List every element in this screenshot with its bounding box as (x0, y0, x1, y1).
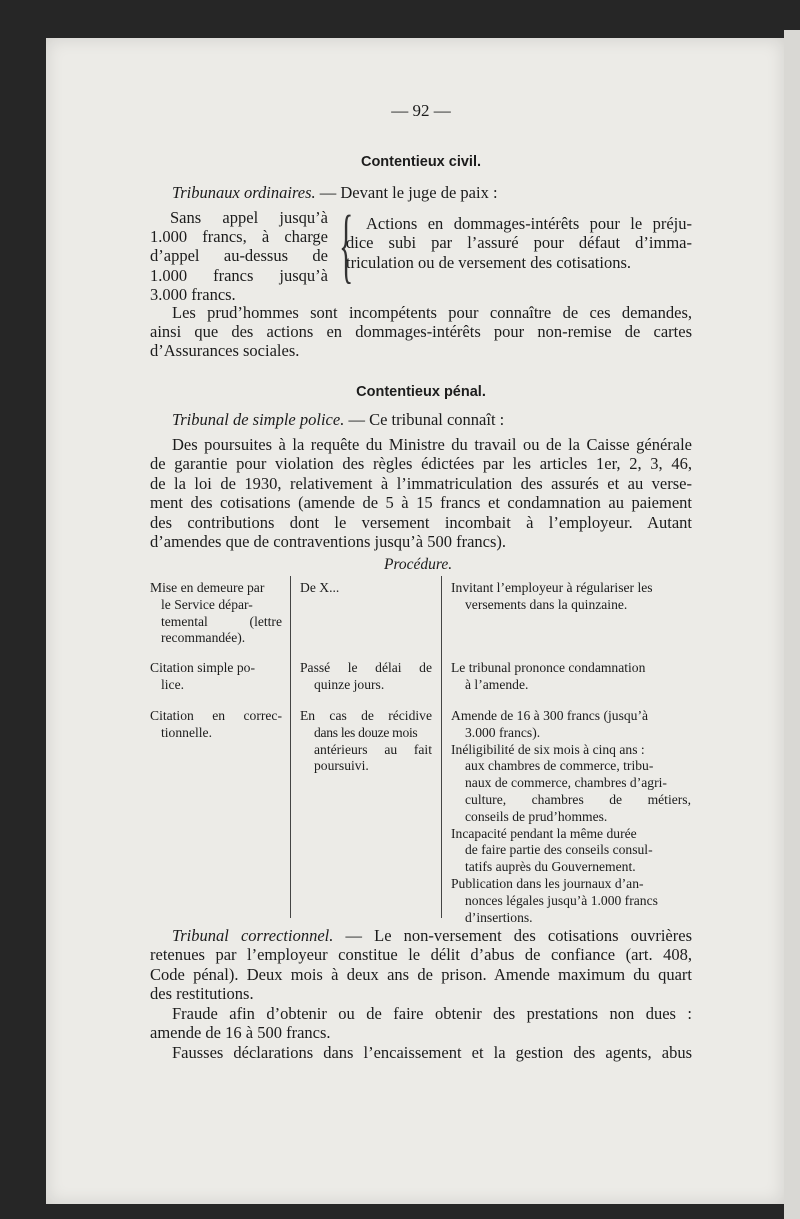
civil-right-line: dice subi par l’assuré pour défaut d’imma- (346, 233, 692, 253)
prudhommes-line: d’Assurances sociales. (150, 341, 300, 361)
cell-line: Citation simple po- (150, 660, 255, 675)
document-page (46, 38, 784, 1204)
cell-line: Inéligibilité de six mois à cinq ans : (451, 741, 645, 757)
cell-line: dans les douze mois (314, 724, 418, 740)
cell-line: conseils de prud’hommes. (465, 808, 608, 824)
civil-left-block (150, 208, 328, 304)
civil-right-line: Actions en dommages-intérêts pour le préju- (366, 214, 692, 233)
fraude-line: Fraude afin d’obtenir ou de faire obtenir des prestations non dues : (172, 1004, 692, 1023)
fraude-line: amende de 16 à 500 francs. (150, 1023, 331, 1043)
prudhommes-line: ainsi que des actions en dommages-intérêts pour non-remise de cartes (150, 322, 692, 342)
procedure-row-2-col-3 (451, 660, 691, 694)
simple-police-line (172, 410, 504, 429)
civil-right-line: triculation ou de versement des cotisations. (346, 252, 632, 272)
civil-left-line: d’appel au-dessus de (150, 246, 328, 266)
prudhommes-paragraph (150, 303, 692, 361)
procedure-row-1-col-2 (300, 580, 432, 597)
cell-line: poursuivi. (314, 758, 369, 774)
poursuites-line: ment des cotisations (amende de 5 à 15 francs et condamnation au paiement (150, 493, 692, 513)
table-divider-right (441, 576, 442, 918)
correctionnel-label: Tribunal correctionnel. (172, 926, 334, 945)
next-page-edge (784, 30, 800, 1219)
procedure-title (384, 555, 452, 574)
procedure-row-2-col-2 (300, 660, 432, 694)
prudhommes-line: Les prud’hommes sont incompétents pour connaître de ces demandes, (172, 303, 692, 322)
simple-police-text: — Ce tribunal connaît : (348, 410, 505, 429)
cell-line: Passé le délai de (300, 660, 432, 675)
civil-left-line: Sans appel jusqu’à (170, 208, 328, 227)
cell-line: recommandée). (161, 630, 246, 646)
poursuites-paragraph (150, 435, 692, 551)
cell-line: à l’amende. (465, 676, 529, 692)
cell-line: temental (lettre (161, 613, 282, 629)
procedure-row-3-col-1 (150, 708, 282, 742)
cell-line: tionnelle. (161, 724, 212, 740)
tribunaux-ordinaires-label: Tribunaux ordinaires. (172, 183, 316, 202)
fausses-line: Fausses déclarations dans l’encaissement et la gestion des agents, abus (172, 1043, 692, 1062)
cell-line: En cas de récidive (300, 708, 432, 723)
poursuites-line: Des poursuites à la requête du Ministre du travail ou de la Caisse générale (172, 435, 692, 454)
poursuites-line: de garantie pour violation des règles édictées par les articles 1er, 2, 3, 46, (150, 454, 692, 474)
correctionnel-line: — Le non-versement des cotisations ouvrières (345, 926, 692, 945)
cell-line: de faire partie des conseils consul- (465, 842, 653, 858)
procedure-row-3-col-2 (300, 708, 432, 775)
heading-civil: Contentieux civil. (360, 154, 482, 170)
cell-line: aux chambres de commerce, tribu- (465, 758, 654, 774)
cell-line: d’insertions. (465, 909, 533, 925)
table-divider-left (290, 576, 291, 918)
poursuites-line: des contributions dont le versement incombait à l’employeur. Autant (150, 512, 692, 532)
simple-police-label: Tribunal de simple police. (172, 410, 345, 429)
procedure-row-1-col-1 (150, 580, 282, 647)
heading-penal: Contentieux pénal. (356, 384, 486, 400)
correctionnel-line: retenues par l’employeur constitue le délit d’abus de confiance (art. 408, (150, 945, 692, 965)
cell-line: versements dans la quinzaine. (465, 596, 628, 612)
procedure-title-text: Procédure. (384, 556, 453, 573)
civil-left-line: 3.000 francs. (150, 284, 236, 304)
tribunaux-ordinaires-line (172, 183, 498, 202)
correctionnel-line: Code pénal). Deux mois à deux ans de prison. Amende maximum du quart (150, 964, 692, 984)
civil-left-text (150, 208, 328, 304)
fraude-paragraph (150, 1004, 692, 1043)
cell-line: Publication dans les journaux d’an- (451, 875, 644, 891)
cell-line: De X... (300, 580, 340, 595)
procedure-row-3-col-3 (451, 708, 691, 926)
cell-line: Citation en correc- (150, 708, 282, 723)
cell-line: antérieurs au fait (314, 741, 432, 757)
correctionnel-paragraph (150, 926, 692, 1004)
civil-right-block (346, 214, 692, 272)
cell-line: lice. (161, 676, 185, 692)
brace-symbol: { (339, 199, 354, 292)
procedure-row-2-col-1 (150, 660, 282, 694)
civil-left-line: 1.000 francs, à charge (150, 227, 328, 247)
tribunaux-ordinaires-text: — Devant le juge de paix : (319, 183, 498, 202)
cell-line: Incapacité pendant la même durée (451, 825, 637, 841)
page-number: — 92 — (391, 101, 451, 120)
procedure-row-1-col-3 (451, 580, 691, 614)
cell-line: Le tribunal prononce condamnation (451, 660, 646, 675)
poursuites-line: d’amendes que de contraventions jusqu’à 500 francs). (150, 532, 507, 552)
civil-left-line: 1.000 francs jusqu’à (150, 265, 328, 285)
fausses-paragraph (150, 1043, 692, 1062)
poursuites-line: de la loi de 1930, relativement à l’immatriculation des assurés et au verse- (150, 473, 692, 493)
cell-line: nonces légales jusqu’à 1.000 francs (465, 892, 658, 908)
cell-line: quinze jours. (314, 676, 385, 692)
cell-line: Amende de 16 à 300 francs (jusqu’à (451, 708, 649, 723)
cell-line: Invitant l’employeur à régulariser les (451, 580, 653, 595)
cell-line: tatifs auprès du Gouvernement. (465, 859, 636, 875)
cell-line: Mise en demeure par (150, 580, 265, 595)
cell-line: culture, chambres de métiers, (465, 791, 691, 807)
correctionnel-line: des restitutions. (150, 984, 254, 1004)
correctionnel-line-first (150, 926, 692, 945)
cell-line: naux de commerce, chambres d’agri- (465, 775, 667, 791)
cell-line: le Service dépar- (161, 596, 253, 612)
cell-line: 3.000 francs). (465, 724, 541, 740)
